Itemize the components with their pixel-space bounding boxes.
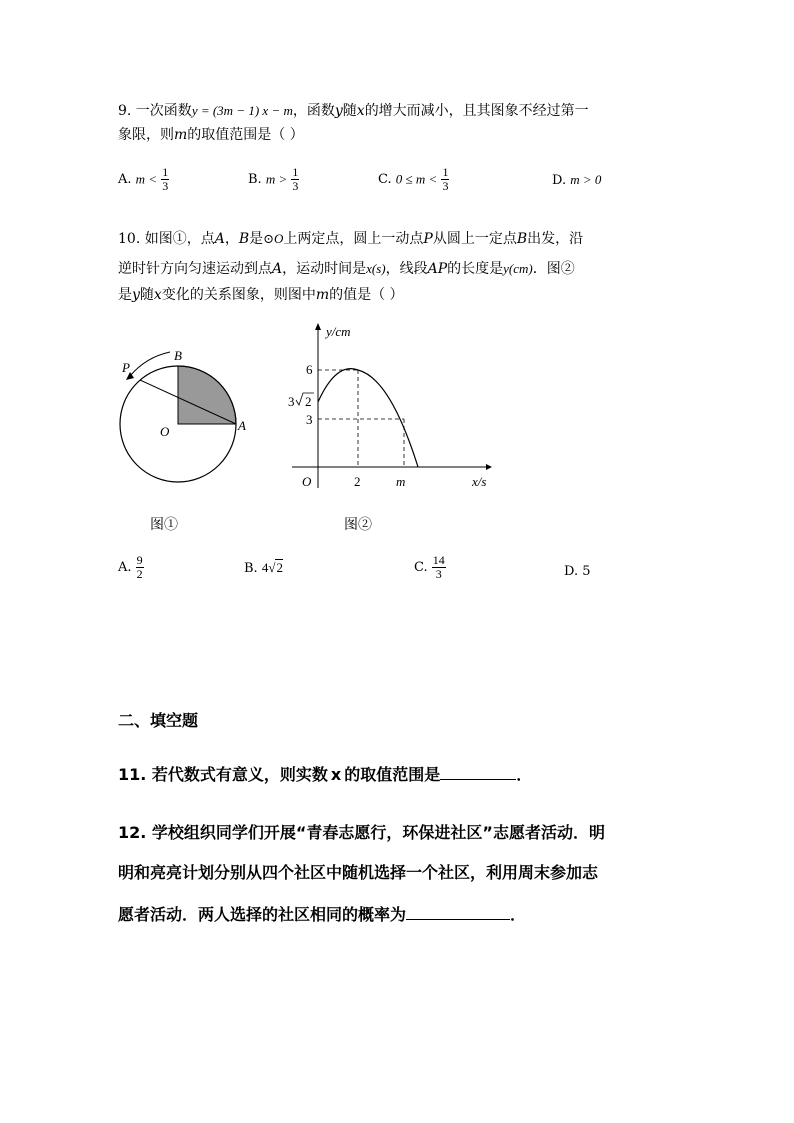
- section-title: 二、填空题: [118, 711, 199, 730]
- denominator: 3: [435, 567, 442, 581]
- shaded-sector: [178, 366, 236, 424]
- q9-text: ，函数: [292, 103, 335, 119]
- sqrt-expression: 4√2: [261, 560, 283, 575]
- q11-text: ．: [516, 765, 533, 784]
- q10-text: 逆时针方向匀速运动到点: [118, 261, 272, 277]
- q12-text: 愿者活动．两人选择的社区相同的概率为: [118, 905, 407, 924]
- option-expr: 0 ≤ m <: [395, 171, 438, 187]
- q9-option-b[interactable]: [248, 166, 299, 193]
- q10-line2: [118, 258, 575, 278]
- option-label: A.: [118, 560, 132, 575]
- q9-formula: y = (3m − 1) x − m: [191, 103, 293, 118]
- x-axis-label: x/s: [472, 474, 487, 489]
- denominator: 3: [442, 179, 449, 193]
- option-expr: m >: [265, 171, 288, 187]
- tick-6: 6: [306, 362, 313, 377]
- numerator: 14: [432, 553, 445, 567]
- q10-var: A: [272, 261, 283, 277]
- q10-text: 从圆上一定点: [432, 231, 517, 247]
- q10-text: 是: [249, 231, 264, 247]
- q10-text: ，: [224, 231, 239, 247]
- fraction: [441, 166, 449, 193]
- figure-1-caption: 图①: [150, 517, 178, 533]
- q12-line2: 明和亮亮计划分别从四个社区中随机选择一个社区，利用周末参加志: [118, 863, 599, 882]
- q10-circle-symbol: ⊙O: [263, 231, 284, 246]
- q9-option-d[interactable]: [552, 172, 601, 188]
- y-axis-arrow: [315, 323, 321, 330]
- q10-text: 10. 如图①，点: [118, 231, 215, 247]
- fraction: [136, 554, 144, 581]
- label-A: A: [238, 418, 246, 433]
- q9-var-y: y: [334, 103, 343, 119]
- q12-line3: [118, 902, 526, 925]
- option-label: C.: [378, 172, 392, 187]
- q10-option-c[interactable]: [414, 554, 446, 581]
- figure-2-graph: [280, 318, 500, 494]
- option-label: D.: [552, 173, 567, 188]
- numerator: 9: [136, 553, 143, 567]
- fraction: [161, 166, 169, 193]
- y-axis-label: y/cm: [326, 324, 351, 339]
- q10-text: 的长度是: [447, 261, 504, 277]
- q11-answer-blank[interactable]: [440, 765, 516, 780]
- tick-3sqrt2-rad: 2: [305, 394, 312, 409]
- q9-line2: [118, 124, 304, 144]
- option-label: B.: [244, 561, 258, 576]
- q10-var: AP: [427, 261, 448, 277]
- q10-text: 出发，沿: [527, 231, 584, 247]
- fraction: [432, 554, 446, 581]
- q11-var-x: x: [330, 765, 342, 784]
- q11-text: 11. 若代数式有意义，则实数: [118, 765, 328, 784]
- q10-text: 的值是（ ）: [329, 287, 404, 303]
- option-label: B.: [248, 172, 262, 187]
- numerator: 1: [292, 165, 299, 179]
- q10-option-b[interactable]: [244, 560, 283, 576]
- denominator: 2: [136, 567, 143, 581]
- label-P: P: [122, 360, 130, 375]
- figure-2-caption: 图②: [344, 517, 372, 533]
- q10-var: y: [132, 287, 140, 303]
- q10-var: B: [238, 231, 250, 247]
- numerator: 1: [442, 165, 449, 179]
- motion-arrow: [130, 352, 170, 376]
- q10-line1: [118, 228, 583, 248]
- numerator: 1: [162, 165, 169, 179]
- q9-text: 的取值范围是（ ）: [187, 127, 304, 143]
- sqrt-radicand: 2: [276, 560, 283, 575]
- tick-2: 2: [354, 474, 361, 489]
- q10-var: A: [214, 231, 225, 247]
- curve: [318, 369, 418, 467]
- fraction: [291, 166, 299, 193]
- tick-m: m: [396, 474, 406, 489]
- q9-var-m: m: [174, 127, 188, 143]
- origin-O: O: [302, 474, 312, 489]
- q10-text: 随: [139, 287, 154, 303]
- q10-text: ．图②: [532, 261, 575, 277]
- q10-var: B: [516, 231, 528, 247]
- denominator: 3: [292, 179, 299, 193]
- option-expr: m <: [135, 171, 158, 187]
- option-expr: m > 0: [570, 172, 602, 187]
- q10-var: m: [315, 287, 330, 303]
- sqrt-coef: 4: [261, 560, 269, 575]
- q10-option-a[interactable]: [118, 554, 144, 581]
- q10-text: ，线段: [385, 261, 428, 277]
- label-B: B: [174, 348, 182, 363]
- q9-text: 象限，则: [118, 127, 174, 143]
- q10-text: 是: [118, 287, 132, 303]
- q10-var: P: [423, 231, 433, 247]
- q12-answer-blank[interactable]: [406, 905, 510, 920]
- q10-expr: x(s): [366, 261, 386, 276]
- denominator: 3: [162, 179, 169, 193]
- q9-var-x: x: [356, 103, 365, 119]
- option-label: D.: [564, 564, 579, 579]
- x-axis-arrow: [486, 464, 492, 470]
- figure-1-circle: [110, 340, 270, 500]
- q9-text: 的增大而减小，且其图象不经过第一: [364, 103, 589, 119]
- tick-3: 3: [306, 412, 313, 427]
- q10-line3: [118, 284, 404, 304]
- q12-line1: 12. 学校组织同学们开展“青春志愿行，环保进社区”志愿者活动．明: [118, 823, 605, 842]
- option-value: 5: [582, 564, 591, 579]
- q11-text: 的取值范围是: [344, 765, 441, 784]
- q10-option-d[interactable]: [564, 564, 591, 579]
- q12-text: ．: [510, 905, 527, 924]
- q9-option-a[interactable]: [118, 166, 169, 193]
- q10-text: 上两定点，圆上一动点: [283, 231, 424, 247]
- option-label: A.: [118, 172, 132, 187]
- q10-text: ，运动时间是: [282, 261, 367, 277]
- q9-line1: [118, 100, 589, 120]
- q9-option-c[interactable]: [378, 166, 449, 193]
- option-label: C.: [414, 560, 428, 575]
- q9-text: 随: [342, 103, 357, 119]
- q10-expr: y(cm): [503, 261, 533, 276]
- label-O: O: [160, 424, 170, 439]
- tick-3sqrt2-coef: 3: [288, 394, 295, 409]
- q11: [118, 762, 532, 785]
- q10-var: x: [153, 287, 162, 303]
- q10-text: 变化的关系图象，则图中: [161, 287, 316, 303]
- q9-text: 9. 一次函数: [118, 103, 192, 119]
